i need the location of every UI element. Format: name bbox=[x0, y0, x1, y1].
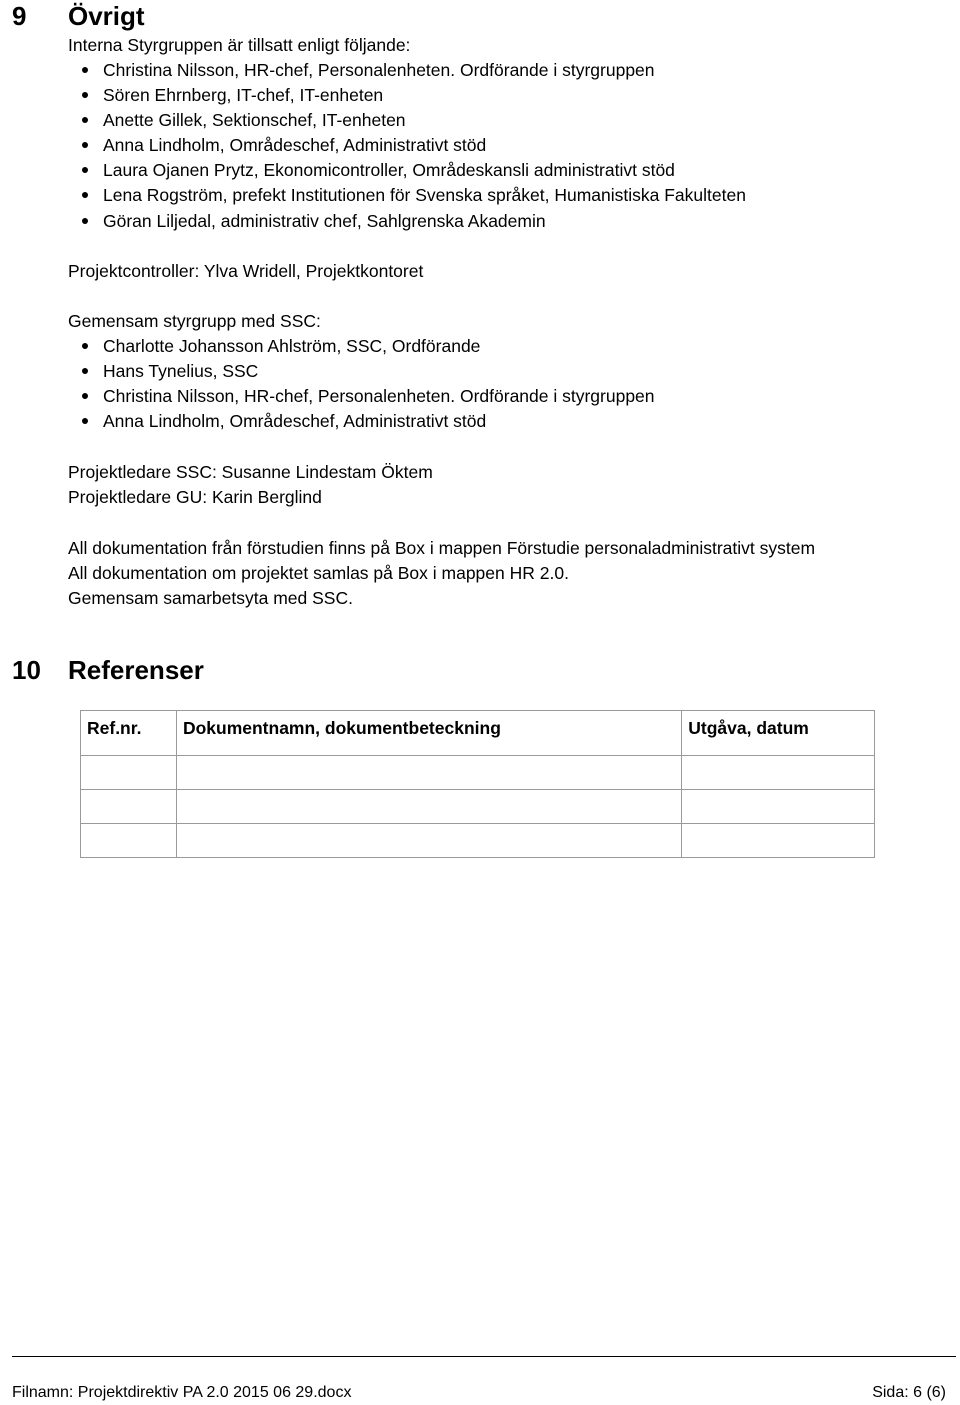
section-number: 10 bbox=[12, 655, 41, 685]
bullet-icon bbox=[82, 418, 88, 424]
column-header: Utgåva, datum bbox=[682, 711, 875, 756]
table-cell bbox=[81, 756, 177, 790]
table-header-row bbox=[81, 711, 875, 756]
table-row bbox=[81, 756, 875, 790]
bullet-icon bbox=[82, 192, 88, 198]
projektcontroller-text: Projektcontroller: Ylva Wridell, Projektkontoret bbox=[68, 261, 424, 281]
references-table bbox=[80, 710, 875, 858]
section-title: Referenser bbox=[68, 655, 204, 685]
dokumentation-line: Gemensam samarbetsyta med SSC. bbox=[68, 588, 353, 608]
footer-divider bbox=[12, 1356, 956, 1357]
footer-filename: Filnamn: Projektdirektiv PA 2.0 2015 06 29.docx bbox=[12, 1384, 352, 1401]
dokumentation-line: All dokumentation från förstudien finns på Box i mappen Förstudie personaladministrativt system bbox=[68, 538, 816, 558]
table-cell bbox=[176, 790, 681, 824]
dokumentation-line: All dokumentation om projektet samlas på Box i mappen HR 2.0. bbox=[68, 563, 569, 583]
table-cell bbox=[682, 824, 875, 858]
bullet-icon bbox=[82, 117, 88, 123]
bullet-icon bbox=[82, 67, 88, 73]
table-cell bbox=[81, 790, 177, 824]
table-cell bbox=[682, 790, 875, 824]
table-cell bbox=[176, 756, 681, 790]
projektledare-gu-text: Projektledare GU: Karin Berglind bbox=[68, 487, 322, 507]
bullet-icon bbox=[82, 218, 88, 224]
footer-page-number: Sida: 6 (6) bbox=[872, 1384, 946, 1401]
table-row bbox=[81, 824, 875, 858]
column-header: Dokumentnamn, dokumentbeteckning bbox=[176, 711, 681, 756]
styrgrupp-intro: Interna Styrgruppen är tillsatt enligt följande: bbox=[68, 35, 411, 55]
section-number: 9 bbox=[12, 1, 27, 31]
section-title: Övrigt bbox=[68, 1, 145, 31]
gemensam-intro: Gemensam styrgrupp med SSC: bbox=[68, 311, 321, 331]
table-cell bbox=[81, 824, 177, 858]
bullet-icon bbox=[82, 343, 88, 349]
projektledare-ssc-text: Projektledare SSC: Susanne Lindestam Öktem bbox=[68, 462, 433, 482]
table-cell bbox=[682, 756, 875, 790]
table-cell bbox=[176, 824, 681, 858]
bullet-icon bbox=[82, 393, 88, 399]
column-header: Ref.nr. bbox=[81, 711, 177, 756]
bullet-icon bbox=[82, 368, 88, 374]
bullet-icon bbox=[82, 92, 88, 98]
bullet-icon bbox=[82, 142, 88, 148]
bullet-icon bbox=[82, 167, 88, 173]
table-row bbox=[81, 790, 875, 824]
